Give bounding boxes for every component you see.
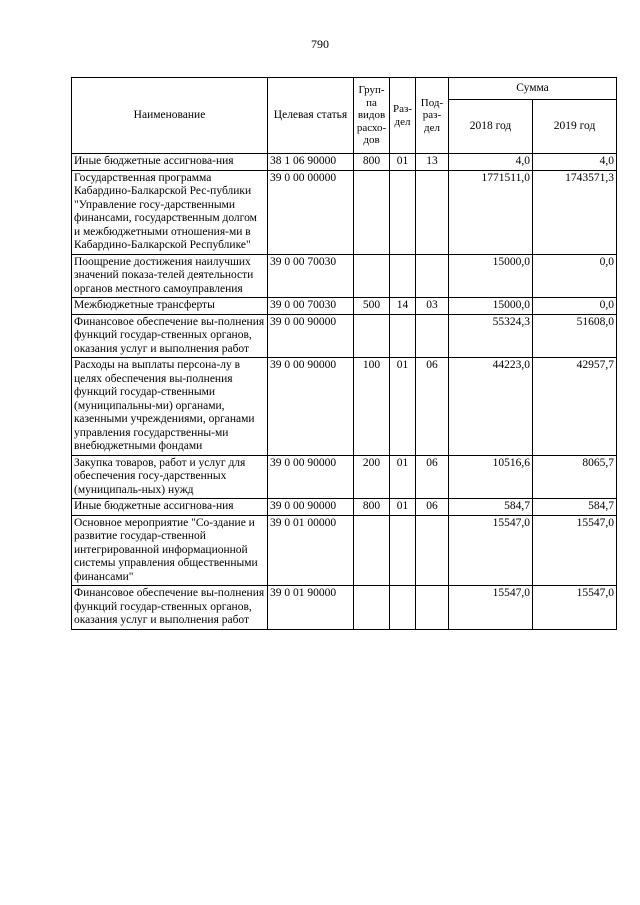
header-expense-group: Груп-па видов расхо-дов <box>354 78 390 154</box>
budget-table <box>71 77 617 630</box>
row-target-article: 39 0 00 00000 <box>268 170 354 254</box>
header-target-article: Целевая статья <box>268 78 354 154</box>
row-expense-group: 100 <box>354 358 390 456</box>
row-expense-group <box>354 170 390 254</box>
row-subsection: 13 <box>416 154 449 171</box>
header-name: Наименование <box>72 78 268 154</box>
table-row <box>72 358 617 456</box>
row-target-article: 39 0 00 70030 <box>268 254 354 298</box>
row-sum-2019: 15547,0 <box>533 515 617 586</box>
table-row <box>72 515 617 586</box>
row-name: Межбюджетные трансферты <box>72 298 268 315</box>
row-section: 01 <box>390 154 416 171</box>
row-sum-2018: 15547,0 <box>449 586 533 630</box>
row-expense-group <box>354 586 390 630</box>
row-sum-2018: 584,7 <box>449 499 533 516</box>
table-body <box>72 154 617 630</box>
row-expense-group <box>354 254 390 298</box>
row-expense-group <box>354 314 390 358</box>
row-sum-2018: 15000,0 <box>449 254 533 298</box>
row-section: 01 <box>390 358 416 456</box>
row-section <box>390 586 416 630</box>
row-sum-2018: 1771511,0 <box>449 170 533 254</box>
row-sum-2018: 44223,0 <box>449 358 533 456</box>
row-subsection <box>416 586 449 630</box>
row-sum-2019: 51608,0 <box>533 314 617 358</box>
row-section <box>390 254 416 298</box>
row-subsection: 06 <box>416 358 449 456</box>
page-number: 790 <box>311 37 329 51</box>
row-section: 01 <box>390 455 416 499</box>
row-sum-2019: 0,0 <box>533 298 617 315</box>
row-subsection: 06 <box>416 499 449 516</box>
row-name: Иные бюджетные ассигнова-ния <box>72 154 268 171</box>
row-subsection: 06 <box>416 455 449 499</box>
row-target-article: 39 0 00 90000 <box>268 358 354 456</box>
row-name: Финансовое обеспечение вы-полнения функций государ-ственных органов, оказания услуг и выполнения работ <box>72 314 268 358</box>
table-row <box>72 314 617 358</box>
header-subsection: Под-раз-дел <box>416 78 449 154</box>
table-header <box>72 78 617 154</box>
row-subsection <box>416 170 449 254</box>
row-expense-group: 500 <box>354 298 390 315</box>
header-year-2019: 2019 год <box>533 100 617 154</box>
row-target-article: 39 0 00 90000 <box>268 314 354 358</box>
header-sum: Сумма <box>449 78 617 100</box>
row-sum-2019: 1743571,3 <box>533 170 617 254</box>
row-name: Финансовое обеспечение вы-полнения функций государ-ственных органов, оказания услуг и выполнения работ <box>72 586 268 630</box>
row-section: 01 <box>390 499 416 516</box>
row-subsection: 03 <box>416 298 449 315</box>
row-sum-2019: 4,0 <box>533 154 617 171</box>
row-sum-2019: 8065,7 <box>533 455 617 499</box>
table-row <box>72 170 617 254</box>
row-sum-2018: 15000,0 <box>449 298 533 315</box>
row-sum-2018: 55324,3 <box>449 314 533 358</box>
row-expense-group: 200 <box>354 455 390 499</box>
row-name: Государственная программа Кабардино-Балкарской Рес-публики "Управление госу-дарственными финансами, государственным долгом и межбюджетными отношения-ми в Кабардино-Балкарской Республике" <box>72 170 268 254</box>
row-target-article: 39 0 01 90000 <box>268 586 354 630</box>
row-target-article: 39 0 00 90000 <box>268 499 354 516</box>
row-name: Иные бюджетные ассигнова-ния <box>72 499 268 516</box>
table-row <box>72 298 617 315</box>
row-section <box>390 515 416 586</box>
header-section: Раз-дел <box>390 78 416 154</box>
table-row <box>72 455 617 499</box>
row-sum-2018: 15547,0 <box>449 515 533 586</box>
row-target-article: 39 0 00 90000 <box>268 455 354 499</box>
row-expense-group: 800 <box>354 499 390 516</box>
row-name: Поощрение достижения наилучших значений показа-телей деятельности органов местного самоуправления <box>72 254 268 298</box>
row-section: 14 <box>390 298 416 315</box>
row-sum-2019: 584,7 <box>533 499 617 516</box>
row-sum-2019: 15547,0 <box>533 586 617 630</box>
table-row <box>72 254 617 298</box>
table-row <box>72 586 617 630</box>
table-row <box>72 154 617 171</box>
table-row <box>72 499 617 516</box>
row-target-article: 39 0 00 70030 <box>268 298 354 315</box>
row-sum-2018: 4,0 <box>449 154 533 171</box>
row-name: Основное мероприятие "Со-здание и развитие государ-ственной интегрированной информационной системы управления общественными финансами" <box>72 515 268 586</box>
row-name: Расходы на выплаты персона-лу в целях обеспечения вы-полнения функций государ-ственными (муниципальны-ми) органами, казенными учреждениями, органами управления государственны-ми внебюджетными фондами <box>72 358 268 456</box>
header-year-2018: 2018 год <box>449 100 533 154</box>
row-expense-group: 800 <box>354 154 390 171</box>
row-expense-group <box>354 515 390 586</box>
row-name: Закупка товаров, работ и услуг для обеспечения госу-дарственных (муниципаль-ных) нужд <box>72 455 268 499</box>
row-subsection <box>416 314 449 358</box>
row-subsection <box>416 515 449 586</box>
row-subsection <box>416 254 449 298</box>
row-section <box>390 170 416 254</box>
row-sum-2019: 42957,7 <box>533 358 617 456</box>
row-target-article: 39 0 01 00000 <box>268 515 354 586</box>
row-section <box>390 314 416 358</box>
row-sum-2019: 0,0 <box>533 254 617 298</box>
row-sum-2018: 10516,6 <box>449 455 533 499</box>
row-target-article: 38 1 06 90000 <box>268 154 354 171</box>
